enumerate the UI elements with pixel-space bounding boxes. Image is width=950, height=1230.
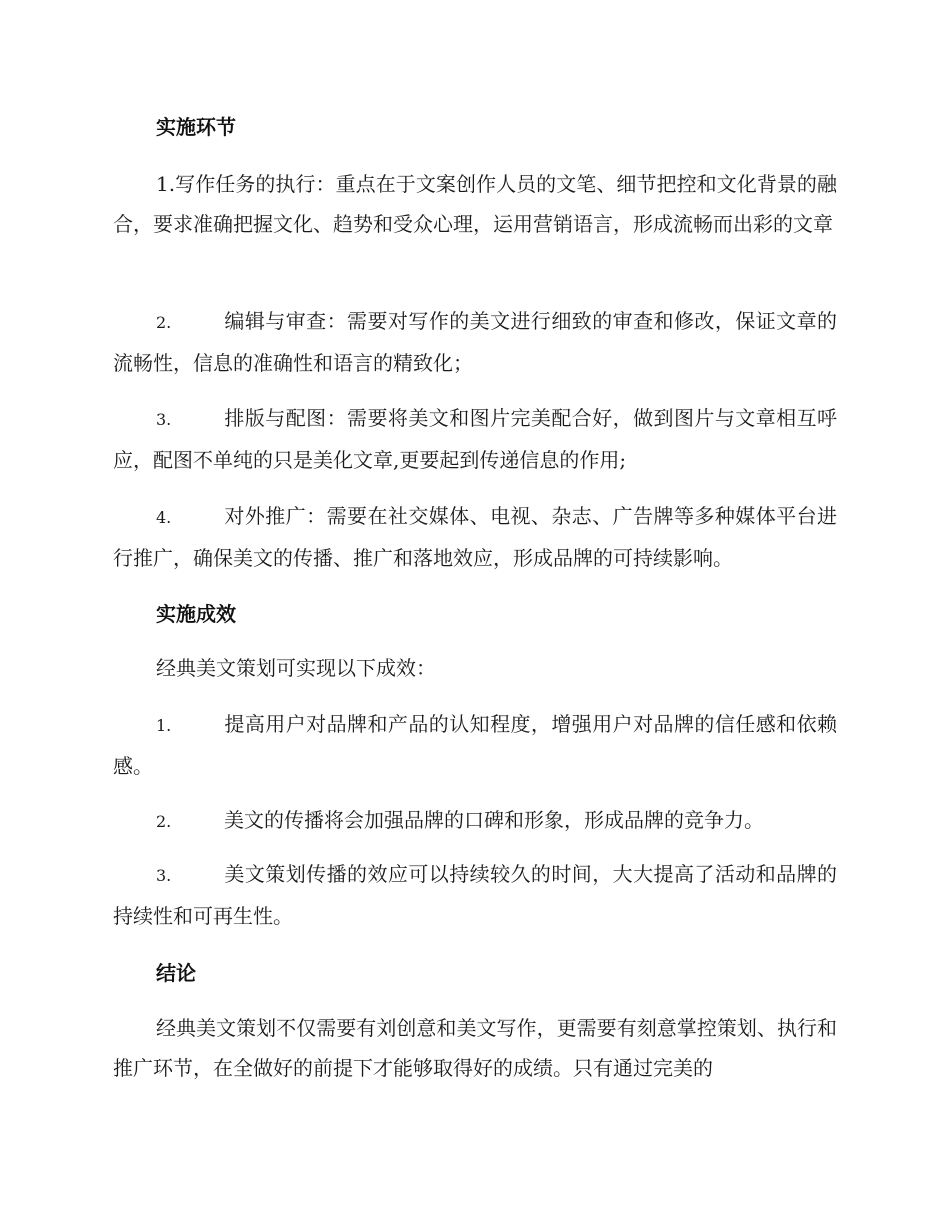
list-number: 2. xyxy=(156,812,172,831)
list-text: 美文策划传播的效应可以持续较久的时间，大大提高了活动和品牌的持续性和可再生性。 xyxy=(113,862,837,928)
heading-conclusion: 结论 xyxy=(156,961,196,985)
list-item-result-1 xyxy=(113,704,837,786)
list-number: 1. xyxy=(156,716,172,735)
list-text: 美文的传播将会加强品牌的口碑和形象，形成品牌的竞争力。 xyxy=(224,808,764,832)
paragraph-results-intro: 经典美文策划可实现以下成效： xyxy=(156,656,436,680)
paragraph-conclusion: 经典美文策划不仅需要有刘创意和美文写作，更需要有刻意掌控策划、执行和推广环节，在全做好的前提下才能够取得好的成绩。只有通过完美的 xyxy=(113,1016,837,1080)
list-number: 3. xyxy=(156,866,172,885)
list-item-layout xyxy=(113,398,837,480)
list-text: 对外推广：需要在社交媒体、电视、杂志、广告牌等多种媒体平台进行推广，确保美文的传播、推广和落地效应，形成品牌的可持续影响。 xyxy=(113,504,837,570)
list-item-result-2 xyxy=(113,800,837,842)
heading-results: 实施成效 xyxy=(156,602,236,626)
list-number: 4. xyxy=(156,508,172,527)
list-item-editing xyxy=(113,301,837,383)
list-text: 提高用户对品牌和产品的认知程度，增强用户对品牌的信任感和依赖感。 xyxy=(113,712,837,778)
list-number: 3. xyxy=(156,410,172,429)
paragraph-writing-task: 1.写作任务的执行：重点在于文案创作人员的文笔、细节把控和文化背景的融合，要求准确把握文化、趋势和受众心理，运用营销语言，形成流畅而出彩的文章 xyxy=(113,172,837,236)
list-number: 2. xyxy=(156,313,172,332)
list-text: 排版与配图：需要将美文和图片完美配合好，做到图片与文章相互呼应，配图不单纯的只是美化文章,更要起到传递信息的作用; xyxy=(113,406,837,472)
list-item-result-3 xyxy=(113,854,837,936)
list-text: 编辑与审查：需要对写作的美文进行细致的审查和修改，保证文章的流畅性，信息的准确性和语言的精致化； xyxy=(113,309,837,375)
heading-implementation: 实施环节 xyxy=(156,115,236,139)
list-item-promotion xyxy=(113,496,837,578)
